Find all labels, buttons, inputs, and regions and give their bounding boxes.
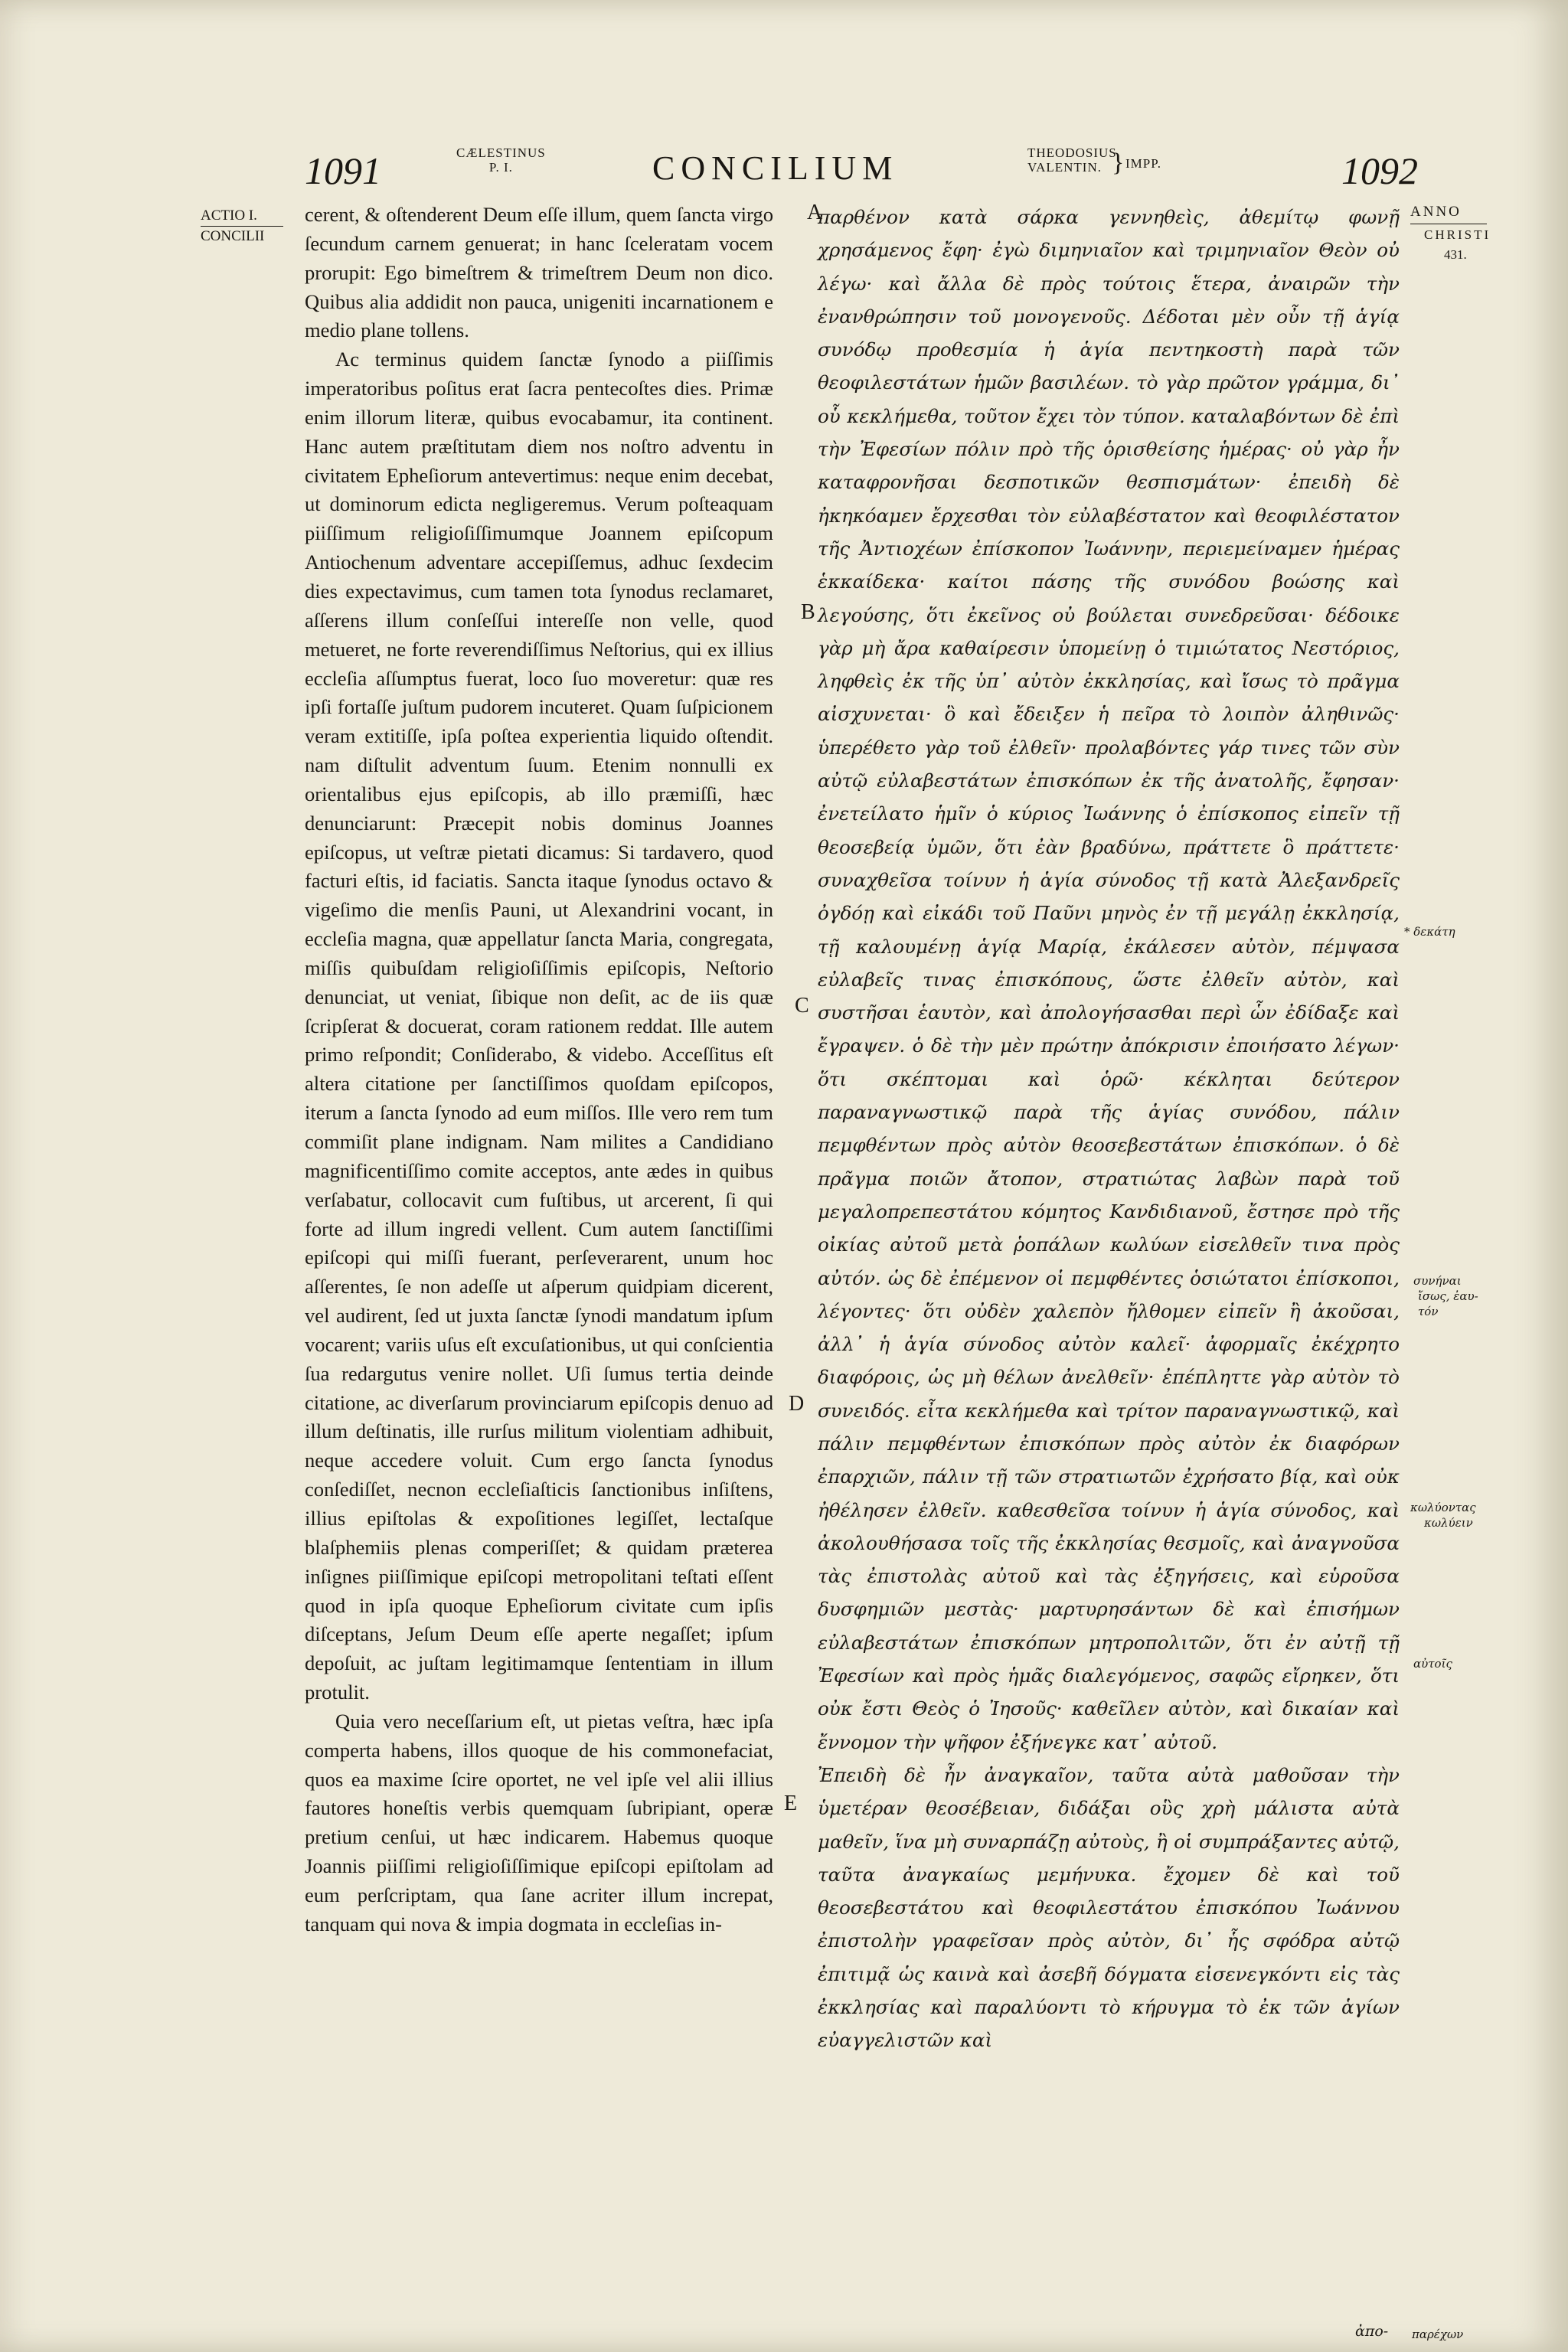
margin-note: ἴσως, ἐαυ- bbox=[1418, 1289, 1478, 1303]
margin-note: κωλύοντας bbox=[1410, 1501, 1476, 1514]
christi-label: CHRISTI bbox=[1424, 227, 1491, 242]
latin-paragraph: cerent, & oſtenderent Deum eſſe illum, quem ſancta virgo ſecundum carnem genuerat; in hanc ſceleratam vocem prorupit: Ego bimeſtrem & trimeſtrem Deum non dico. Quibus alia addidit non pauca, unigeniti incarnationem e medio plane tollens. bbox=[305, 203, 773, 342]
greek-paragraph: παρθένον κατὰ σάρκα γεννηθεὶς, ἀθεμίτῳ φωνῇ χρησάμενος ἔφη· ἐγὼ διμηνιαῖον καὶ τριμηνιαῖον Θεὸν οὐ λέγω· καὶ ἄλλα δὲ πρὸς τούτοις ἕτερα, ἀναιρῶν τὴν ἐνανθρώπησιν τοῦ μονογενοῦς. Δέδοται μὲν οὖν τῇ ἁγίᾳ συνόδῳ προθεσμία ἡ ἁγία πεντηκοστὴ παρὰ τῶν θεοφιλεστάτων ἡμῶν βασιλέων. τὸ γὰρ πρῶτον γράμμα, δι᾽ οὗ κεκλήμεθα, τοῦτον ἔχει τὸν τύπον. καταλαβόντων δὲ ἐπὶ τὴν Ἐφεσίων πόλιν πρὸ τῆς ὁρισθείσης ἡμέρας· οὐ γὰρ ἦν καταφρονῆσαι δεσποτικῶν θεσπισμάτων· ἐπειδὴ δὲ ἠκηκόαμεν ἔρχεσθαι τὸν εὐλαβέστατον καὶ θεοφιλέστατον τῆς Ἀντιοχέων ἐπίσκοπον Ἰωάννην, περιεμείναμεν ἡμέρας ἑκκαίδεκα· καίτοι πάσης τῆς συνόδου βοώσης καὶ λεγούσης, ὅτι ἐκεῖνος οὐ βούλεται συνεδρεῦσαι· δέδοικε γὰρ μὴ ἄρα καθαίρεσιν ὑπομείνῃ ὁ τιμιώτατος Νεστόριος, ληφθεὶς ἐκ τῆς ὑπ᾽ αὐτὸν ἐκκλησίας, καὶ ἴσως τὸ πρᾶγμα αἰσχυνεται· ὃ καὶ ἔδειξεν ἡ πεῖρα τὸ λοιπὸν ἀληθινῶς· ὑπερέθετο γὰρ τοῦ ἐλθεῖν· προλαβόντες γάρ τινες τῶν σὺν αὐτῷ εὐλαβεστάτων ἐπισκόπων ἐκ τῆς ἀνατολῆς, ἔφησαν· ἐνετείλατο ἡμῖν ὁ κύριος Ἰωάννης ὁ ἐπίσκοπος εἰπεῖν τῇ θεοσεβείᾳ ὑμῶν, ὅτι ἐὰν βραδύνω, πράττετε ὃ πράττετε· συναχθεῖσα τοίνυν ἡ ἁγία σύνοδος τῇ κατὰ Ἀλεξανδρεῖς ὀγδόῃ καὶ εἰκάδι τοῦ Παῦνι μηνὸς ἐν τῇ μεγάλῃ ἐκκλησίᾳ, τῇ καλουμένῃ ἁγίᾳ Μαρίᾳ, ἐκάλεσεν αὐτὸν, πέμψασα εὐλαβεῖς τινας ἐπισκόπους, ὥστε ἐλθεῖν αὐτὸν, καὶ συστῆσαι ἑαυτὸν, καὶ ἀπολογήσασθαι περὶ ὧν ἐδίδαξε καὶ ἔγραψεν. ὁ δὲ τὴν μὲν πρώτην ἀπόκρισιν ἐποιήσατο λέγων· ὅτι σκέπτομαι καὶ ὁρῶ· κέκληται δεύτερον παραναγνωστικῷ παρὰ τῆς ἁγίας συνόδου, πάλιν πεμφθέντων πρὸς αὐτὸν θεοσεβεστάτων ἐπισκόπων. ὁ δὲ πρᾶγμα ποιῶν ἄτοπον, στρατιώτας λαβὼν παρὰ τοῦ μεγαλοπρεπεστάτου κόμητος Κανδιδιανοῦ, ἔστησε πρὸ τῆς οἰκίας αὐτοῦ μετὰ ῥοπάλων κωλύων εἰσελθεῖν τινα πρὸς αὐτόν. ὡς δὲ ἐπέμενον οἱ πεμφθέντες ὁσιώτατοι ἐπίσκοποι, λέγοντες· ὅτι οὐδὲν χαλεπὸν ἤλθομεν εἰπεῖν ἢ ἀκοῦσαι, ἀλλ᾽ ἡ ἁγία σύνοδος αὐτὸν καλεῖ· ἀφορμαῖς ἐκέχρητο διαφόροις, ὡς μὴ θέλων ἀνελθεῖν· ἐπέπληττε γὰρ αὐτὸν τὸ συνειδός. εἶτα κεκλήμεθα καὶ τρίτον παραναγνωστικῷ, καὶ πάλιν πεμφθέντων ἐπισκόπων πρὸς αὐτὸν ἐκ διαφόρων ἐπαρχιῶν, πάλιν τῇ τῶν στρατιωτῶν ἐχρήσατο βίᾳ, καὶ οὐκ ἠθέλησεν ἐλθεῖν. καθεσθεῖσα τοίνυν ἡ ἁγία σύνοδος, καὶ ἀκολουθήσασα τοῖς τῆς ἐκκλησίας θεσμοῖς, καὶ ἀναγνοῦσα τὰς ἐπιστολὰς αὐτοῦ καὶ τὰς ἐξηγήσεις, καὶ εὑροῦσα δυσφημιῶν μεστὰς· μαρτυρησάντων δὲ καὶ ἐπισήμων εὐλαβεστάτων ἐπισκόπων μητροπολιτῶν, ὅτι ἐν αὐτῇ τῇ Ἐφεσίων καὶ πρὸς ἡμᾶς διαλεγόμενος, σαφῶς εἴρηκεν, ὅτι οὐκ ἔστι Θεὸς ὁ Ἰησοῦς· καθεῖλεν αὐτὸν, καὶ δικαίαν καὶ ἔννομον τὴν ψῆφον ἐξήνεγκε κατ᾽ αὐτοῦ. bbox=[818, 206, 1400, 1753]
section-letter-d: D bbox=[789, 1392, 805, 1416]
anno-rule bbox=[1410, 204, 1487, 224]
actio-label: ACTIO I. bbox=[201, 207, 257, 224]
margin-rule bbox=[201, 226, 283, 227]
latin-paragraph: Ac terminus quidem ſanctæ ſynodo a piiſſimis imperatoribus poſitus erat ſacra pentecoſtes dies. Primæ enim illorum literæ, quibus evocabamur, ita continent. Hanc autem præſtitutam diem nos noſtro adventu in civitatem Epheſiorum antevertimus: neque enim decebat, ut dominorum edicta negligeremus. Verum poſteaquam piiſſimum religioſiſſimumque Joannem epiſcopum Antiochenum adventare accepiſſemus, adhuc ſexdecim dies expectavimus, cum tamen tota ſynodus reclamaret, aſſerens illum conſeſſui intereſſe non velle, quod metueret, ne forte reverendiſſimus Neſtorius, qui ex illius eccleſia aſſumptus fuerat, loco ſuo moveretur: quæ res ipſi fortaſſe juſtum pudorem incuteret. Quam ſuſpicionem veram extitiſſe, ipſa poſtea experientia liquido oſtendit. nam diſtulit adventum ſuum. Etenim nonnulli ex orientalibus ejus epiſcopis, ab illo præmiſſi, hæc denunciarunt: Præcepit nobis dominus Joannes epiſcopus, ut veſtræ pietati dicamus: Si tardavero, quod facturi eſtis, id faciatis. Sancta itaque ſynodus octavo & vigeſimo die menſis Pauni, ut Alexandrini vocant, in eccleſia magna, quæ appellatur ſancta Maria, congregata, miſſis quibuſdam religioſiſſimis epiſcopis, Neſtorio denunciat, ut veniat, ſibique non deſit, ac de iis quæ ſcripſerat & docuerat, coram rationem reddat. Ille autem primo reſpondit; Conſiderabo, & videbo. Acceſſitus eſt altera citatione per ſanctiſſimos quoſdam epiſcopos, iterum a ſancta ſynodo ad eum miſſos. Ille vero rem tum commiſit plane indignam. Nam milites a Candidiano magnificentiſſimo comite acceptos, ante ædes in quibus verſabatur, collocavit cum fuſtibus, ut arcerent, ſi qui forte ad illum ingredi vellent. Cum autem ſanctiſſimi epiſcopi qui miſſi fuerant, perſeverarent, unum hoc aſſerentes, ſe non adeſſe ut aſperum quidpiam dicerent, vel audirent, ſed ut juxta ſanctæ ſynodi mandatum ipſum vocarent; variis uſus eſt excuſationibus, ut qui conſcientia ſua redargutus venire nollet. Uſi ſumus tertia deinde citatione, ac diverſarum provinciarum epiſcopis denuo ad illum deſtinatis, ille rurſus militum violentiam adhibuit, neque accedere voluit. Cum ergo ſancta ſynodus conſediſſet, necnon eccleſiaſticis ſanctionibus inſiſtens, illius epiſtolas & expoſitiones legiſſet, lectaſque blaſphemiis plenas comperiſſet; & quidam præterea inſignes piiſſimique epiſcopi metropolitani teſtati eſſent quod in ipſa quoque Epheſiorum civitate cum ipſis diſceptans, Jeſum Deum eſſe aperte negaſſet; ipſum depoſuit, ac juſtam legitimamque ſententiam in illum protulit. bbox=[305, 348, 773, 1704]
margin-note: τόν bbox=[1418, 1305, 1439, 1318]
year-label: 431. bbox=[1444, 247, 1467, 262]
header-title: CONCILIUM bbox=[652, 149, 899, 187]
page-number-left: 1091 bbox=[305, 149, 381, 192]
margin-note: συνήναι bbox=[1413, 1274, 1462, 1288]
margin-note: αὐτοῖς bbox=[1413, 1657, 1452, 1671]
section-letter-a: A bbox=[807, 201, 823, 224]
header-pope-label: CÆLESTINUS P. I. bbox=[456, 145, 546, 175]
section-letter-b: B bbox=[801, 600, 815, 624]
left-margin-note bbox=[201, 208, 285, 244]
margin-note: κωλύειν bbox=[1424, 1516, 1473, 1530]
page-number-right: 1092 bbox=[1341, 149, 1418, 192]
margin-note: παρέχων bbox=[1412, 2328, 1464, 2341]
section-letter-e: E bbox=[784, 1792, 798, 1815]
greek-paragraph: Ἐπειδὴ δὲ ἦν ἀναγκαῖον, ταῦτα αὐτὰ μαθοῦσαν τὴν ὑμετέραν θεοσέβειαν, διδάξαι οὓς χρὴ μάλιστα αὐτὰ μαθεῖν, ἵνα μὴ συναρπάζῃ αὐτοὺς, ἢ οἱ συμπράξαντες αὐτῷ, ταῦτα ἀναγκαίως μεμήνυκα. ἔχομεν δὲ καὶ τοῦ θεοσεβεστάτου καὶ θεοφιλεστάτου ἐπισκόπου Ἰωάννου ἐπιστολὴν γραφεῖσαν πρὸς αὐτὸν, δι᾽ ἧς σφόδρα αὐτῷ ἐπιτιμᾷ ὡς καινὰ καὶ ἀσεβῆ δόγματα εἰσενεγκόντι εἰς τὰς ἐκκλησίας καὶ παραλύοντι τὸ κήρυγμα τὸ ἐκ τῶν ἁγίων εὐαγγελιστῶν καὶ bbox=[818, 1763, 1400, 2052]
header-emperors-label: THEODOSIUS VALENTIN. bbox=[1027, 145, 1117, 175]
catchword: ἀπο- bbox=[1355, 2323, 1389, 2340]
anno-label: ANNO bbox=[1410, 204, 1462, 220]
section-letter-c: C bbox=[795, 994, 809, 1018]
running-header bbox=[0, 145, 1568, 191]
margin-note: * δεκάτη bbox=[1404, 925, 1455, 939]
header-impp: IMPP. bbox=[1125, 156, 1162, 171]
greek-column bbox=[818, 201, 1400, 2057]
latin-paragraph: Quia vero neceſſarium eſt, ut pietas veſtra, hæc ipſa comperta habens, illos quoque de his commonefaciat, quos ea maxime ſcire oportet, ne vel ipſe vel alii illius fautores honeſtis verbis quemquam ſubripiant, operæ pretium cenſui, ut hæc indicarem. Habemus quoque Joannis piiſſimi religioſiſſimique epiſcopi epiſtolam ad eum perſcriptam, qua ſane acriter illum increpat, tanquam qui nova & impia dogmata in eccleſias in- bbox=[305, 1709, 773, 1936]
concilii-label: CONCILII bbox=[201, 228, 265, 244]
latin-column bbox=[305, 201, 773, 1939]
brace-glyph: } bbox=[1112, 149, 1125, 177]
